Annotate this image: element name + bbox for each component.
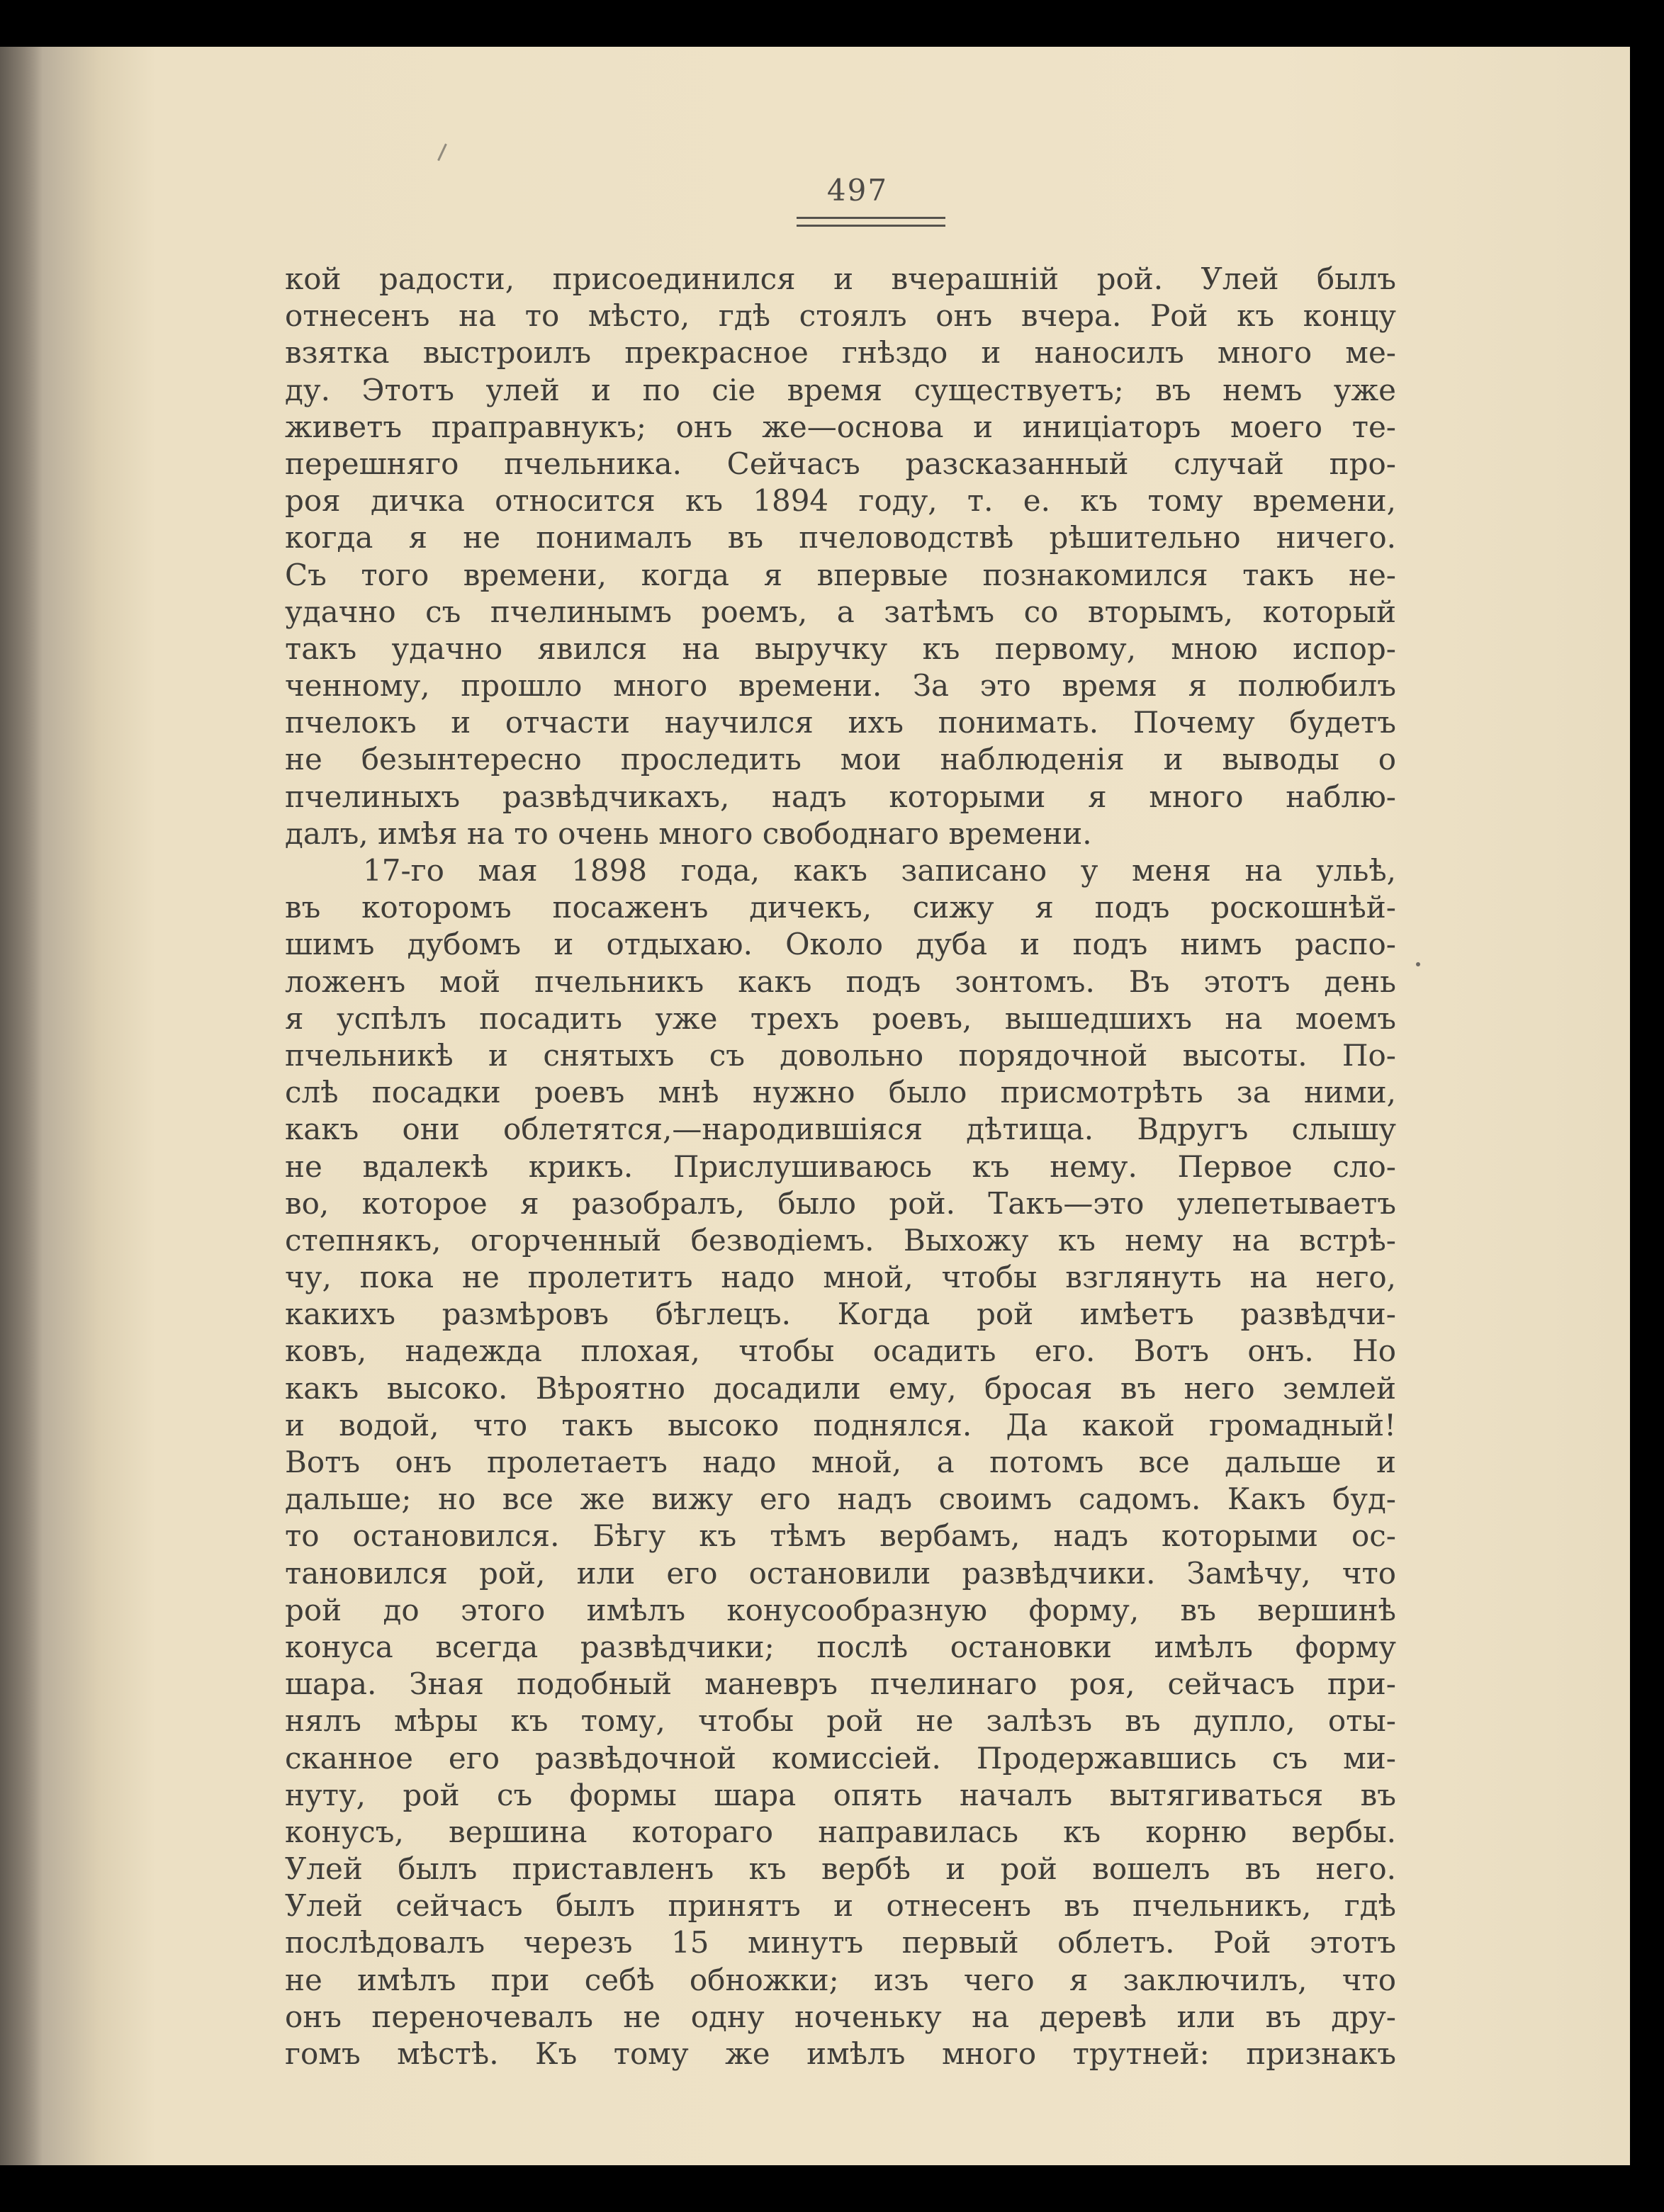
text-line: я успѣлъ посадить уже трехъ роевъ, вышедшихъ на моемъ [285,1000,1396,1036]
text-line: конусъ, вершина котораго направилась къ корню вербы. [285,1814,1396,1849]
text-line: ложенъ мой пчельникъ какъ подъ зонтомъ. Въ этотъ день [285,964,1396,999]
text-line: ду. Этотъ улей и по сіе время существуетъ; въ немъ уже [285,372,1396,407]
text-line: дальше; но все же вижу его надъ своимъ садомъ. Какъ буд- [285,1482,1396,1517]
text-line: Улей былъ приставленъ къ вербѣ и рой вошелъ въ него. [285,1851,1396,1887]
text-line: рой до этого имѣлъ конусообразную форму, въ вершинѣ [285,1592,1396,1627]
text-line: въ которомъ посаженъ дичекъ, сижу я подъ роскошнѣй- [285,890,1396,925]
text-line: живетъ праправнукъ; онъ же—основа и иниціаторъ моего те- [285,409,1396,444]
text-line: пчелиныхъ развѣдчикахъ, надъ которыми я много наблю- [285,779,1396,814]
text-line: Вотъ онъ пролетаетъ надо мной, а потомъ все дальше и [285,1445,1396,1479]
text-line: 17-го мая 1898 года, какъ записано у меня на ульѣ, [363,853,1396,888]
text-line: ченному, прошло много времени. За это время я полюбилъ [285,668,1396,704]
text-line: Улей сейчасъ былъ принятъ и отнесенъ въ пчельникъ, гдѣ [285,1888,1396,1924]
text-line: какихъ размѣровъ бѣглецъ. Когда рой имѣетъ развѣдчи- [285,1297,1396,1332]
text-line: кой радости, присоединился и вчерашній рой. Улей былъ [285,261,1396,296]
text-line: тановился рой, или его остановили развѣдчики. Замѣчу, что [285,1555,1396,1591]
text-line: сканное его развѣдочной комиссіей. Продержавшись съ ми- [285,1740,1396,1776]
text-line: во, которое я разобралъ, было рой. Такъ—это улепетываетъ [285,1185,1396,1221]
book-page [0,47,1630,2165]
text-line: не вдалекѣ крикъ. Прислушиваюсь къ нему. Первое сло- [285,1149,1396,1184]
text-line: нуту, рой съ формы шара опять началъ вытягиваться въ [285,1777,1396,1812]
binding-shadow [0,47,43,2165]
text-line: пчелокъ и отчасти научился ихъ понимать. Почему будетъ [285,705,1396,740]
text-line: нялъ мѣры къ тому, чтобы рой не залѣзъ въ дупло, оты- [285,1703,1396,1739]
text-line: послѣдовалъ черезъ 15 минутъ первый облетъ. Рой этотъ [285,1925,1396,1960]
text-line: далъ, имѣя на то очень много свободнаго времени. [285,816,1092,851]
text-line: такъ удачно явился на выручку къ первому, мною испор- [285,631,1396,666]
header-rule-bottom [797,225,945,227]
text-line: ковъ, надежда плохая, чтобы осадить его. Вотъ онъ. Но [285,1333,1396,1369]
page-number: 497 [826,173,889,208]
text-line: и водой, что такъ высоко поднялся. Да какой громадный! [285,1407,1396,1443]
text-line: роя дичка относится къ 1894 году, т. е. къ тому времени, [285,483,1396,519]
text-line: какъ высоко. Вѣроятно досадили ему, бросая въ него землей [285,1370,1396,1406]
text-line: шара. Зная подобный маневръ пчелинаго роя, сейчасъ при- [285,1666,1396,1702]
text-line: перешняго пчельника. Сейчасъ разсказанный случай про- [285,446,1396,481]
ink-speck [1416,962,1420,966]
body-text [285,261,1396,2072]
text-line: то остановился. Бѣгу къ тѣмъ вербамъ, надъ которыми ос- [285,1518,1396,1554]
pencil-mark [437,143,454,164]
text-line: чу, пока не пролетитъ надо мной, чтобы взглянуть на него, [285,1260,1396,1295]
text-line: не безынтересно проследить мои наблюденія и выводы о [285,742,1396,777]
text-line: когда я не понималъ въ пчеловодствѣ рѣшительно ничего. [285,520,1396,555]
text-line: взятка выстроилъ прекрасное гнѣздо и наносилъ много ме- [285,335,1396,371]
text-line: онъ переночевалъ не одну ноченьку на деревѣ или въ дру- [285,1999,1396,2034]
text-line: гомъ мѣстѣ. Къ тому же имѣлъ много трутней: признакъ [285,2036,1396,2071]
text-line: шимъ дубомъ и отдыхаю. Около дуба и подъ нимъ распо- [285,927,1396,962]
text-line: пчельникѣ и снятыхъ съ довольно порядочной высоты. По- [285,1037,1396,1073]
text-line: не имѣлъ при себѣ обножки; изъ чего я заключилъ, что [285,1962,1396,1997]
text-line: какъ они облетятся,—народившіяся дѣтища. Вдругъ слышу [285,1112,1396,1147]
text-line: удачно съ пчелинымъ роемъ, а затѣмъ со вторымъ, который [285,594,1396,629]
text-line: слѣ посадки роевъ мнѣ нужно было присмотрѣть за ними, [285,1075,1396,1110]
text-line: отнесенъ на то мѣсто, гдѣ стоялъ онъ вчера. Рой къ концу [285,298,1396,334]
text-line: Съ того времени, когда я впервые познакомился такъ не- [285,557,1396,592]
text-line: степнякъ, огорченный безводіемъ. Выхожу къ нему на встрѣ- [285,1222,1396,1258]
text-line: конуса всегда развѣдчики; послѣ остановки имѣлъ форму [285,1629,1396,1664]
header-rule-top [797,217,945,219]
